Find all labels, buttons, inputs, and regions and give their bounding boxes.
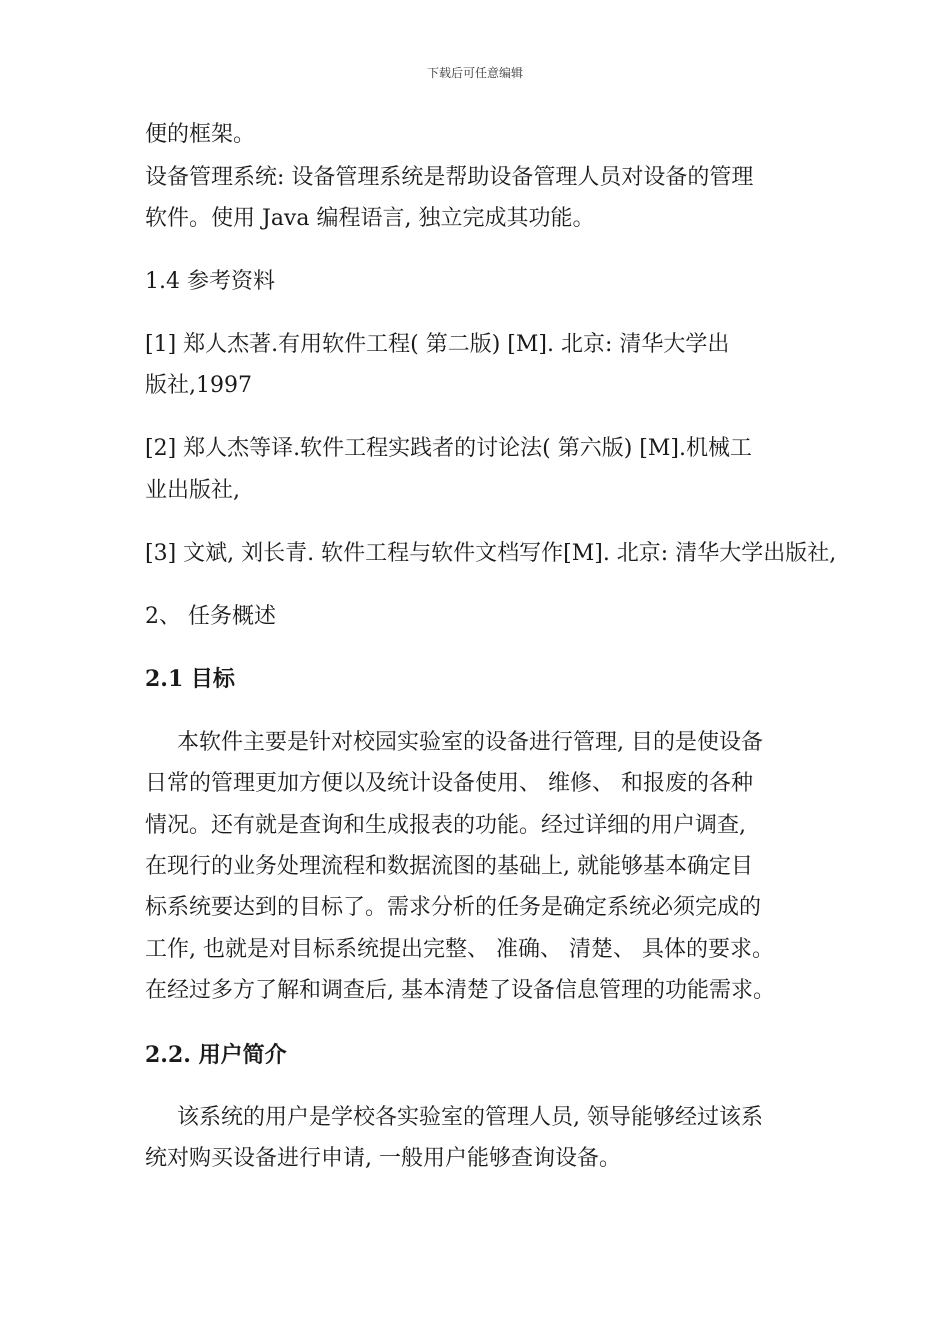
reference-item: [2] 郑人杰等译.软件工程实践者的讨论法( 第六版) [M].机械工 [145,436,752,461]
paragraph-line: 在经过多方了解和调查后, 基本清楚了设备信息管理的功能需求。 [145,978,775,1003]
paragraph-line: 本软件主要是针对校园实验室的设备进行管理, 目的是使设备 [177,730,763,755]
paragraph-line: 该系统的用户是学校各实验室的管理人员, 领导能够经过该系 [177,1105,763,1130]
paragraph-line: 统对购买设备进行申请, 一般用户能够查询设备。 [145,1146,621,1171]
paragraph-line: 日常的管理更加方便以及统计设备使用、 维修、 和报废的各种 [145,771,753,796]
text-line: 软件。使用 Java 编程语言, 独立完成其功能。 [145,206,595,231]
section-heading: 1.4 参考资料 [145,269,275,294]
reference-item: [3] 文斌, 刘长青. 软件工程与软件文档写作[M]. 北京: 清华大学出版社, [145,541,837,566]
reference-item: 业出版社, [145,478,240,503]
subsection-heading: 2.2. 用户简介 [145,1042,287,1068]
paragraph-line: 工作, 也就是对目标系统提出完整、 准确、 清楚、 具体的要求。 [145,937,774,962]
subsection-heading: 2.1 目标 [145,666,235,692]
text-line: 设备管理系统: 设备管理系统是帮助设备管理人员对设备的管理 [145,165,754,190]
page-header: 下载后可任意编辑 [426,66,523,80]
reference-item: [1] 郑人杰著.有用软件工程( 第二版) [M]. 北京: 清华大学出 [145,332,730,357]
paragraph-line: 标系统要达到的目标了。需求分析的任务是确定系统必须完成的 [145,895,762,920]
reference-item: 版社,1997 [145,373,252,398]
text-line: 便的框架。 [145,122,256,147]
section-heading: 2、 任务概述 [145,604,276,629]
paragraph-line: 情况。还有就是查询和生成报表的功能。经过详细的用户调查, [145,813,746,838]
paragraph-line: 在现行的业务处理流程和数据流图的基础上, 就能够基本确定目 [145,854,753,879]
